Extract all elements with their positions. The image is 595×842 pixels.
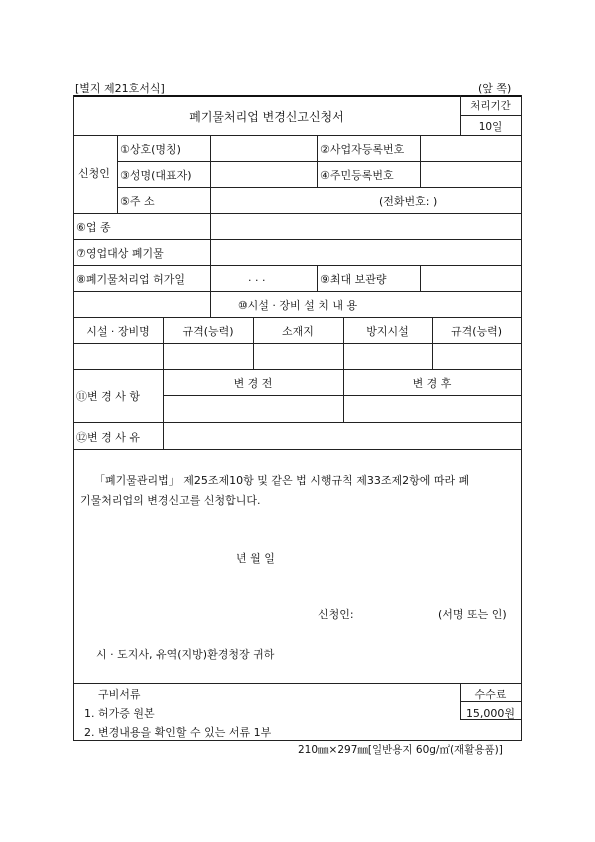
frame-top [73,95,522,97]
business-name-label: ①상호(명칭) [120,143,181,156]
business-type-label: ⑥업 종 [76,221,111,234]
form-number: [별지 제21호서식] [75,82,165,95]
facility-section-title: ⑩시설 · 장비 설 치 내 용 [237,299,358,312]
statement-line-2: 기물처리업의 변경신고를 신청합니다. [80,494,261,507]
col-line [317,265,318,291]
required-doc-item: 2. 변경내용을 확인할 수 있는 서류 1부 [84,726,272,739]
col-line [420,265,421,291]
row-line [73,317,522,318]
facility-header-capacity-2: 규격(능력) [450,325,503,338]
applicant-sign-label: 신청인: [318,608,354,621]
page-side: (앞 쪽) [478,82,512,95]
waste-target-label: ⑦영업대상 폐기물 [76,247,164,260]
facility-header-location: 소재지 [282,325,314,338]
changes-label: ⑪변 경 사 항 [76,390,140,403]
fee-line [460,719,521,720]
applicant-group-label: 신청인 [78,167,110,180]
address-label: ⑤주 소 [120,195,155,208]
business-reg-label: ②사업자등록번호 [320,143,405,156]
row-line [163,395,522,396]
row-line [73,135,522,136]
row-line [117,161,522,162]
frame-bottom [73,740,522,741]
form-title: 폐기물처리업 변경신고신청서 [189,110,344,124]
recipient: 시 · 도지사, 유역(지방)환경청장 귀하 [96,648,275,661]
signature-label: (서명 또는 인) [438,608,507,621]
fee-value: 15,000원 [465,707,516,720]
paper-spec: 210㎜×297㎜[일반용지 60g/㎡(재활용품)] [298,744,503,756]
row-line [73,239,522,240]
applicant-divider [117,135,118,213]
max-storage-label: ⑨최대 보관량 [320,273,387,286]
representative-name-label: ③성명(대표자) [120,169,192,182]
frame-right [521,95,522,740]
resident-number-label: ④주민등록번호 [320,169,394,182]
fee-line [460,701,521,702]
permit-date-value: . . . [248,271,266,284]
row-line [73,343,522,344]
changes-after-label: 변 경 후 [412,377,452,390]
facility-header-name: 시설 · 장비명 [86,325,150,338]
row-line [73,422,522,423]
facility-header-prevention: 방지시설 [366,325,409,338]
row-line [73,369,522,370]
fee-label: 수수료 [474,688,507,701]
row-line [73,291,522,292]
col-line [210,135,211,213]
row-line [73,449,522,450]
change-reason-label: ⑫변 경 사 유 [76,431,140,444]
processing-period-value: 10일 [478,121,503,133]
frame-left [73,95,74,740]
facility-header-capacity: 규격(능력) [182,325,234,338]
required-doc-item: 1. 허가증 원본 [84,707,155,720]
phone-label: (전화번호: ) [379,195,438,208]
required-docs-title: 구비서류 [98,688,141,701]
permit-date-label: ⑧폐기물처리업 허가일 [76,273,185,286]
changes-before-label: 변 경 전 [233,377,273,390]
row-line [73,213,522,214]
processing-divider [460,115,521,116]
row-line [117,187,522,188]
row-line [73,265,522,266]
date-line: 년 월 일 [236,552,275,565]
processing-period-label: 처리기간 [470,100,511,112]
row-line [73,683,522,684]
statement-line-1: 「폐기물관리법」 제25조제10항 및 같은 법 시행규칙 제33조제2항에 따라 폐 [94,474,470,487]
